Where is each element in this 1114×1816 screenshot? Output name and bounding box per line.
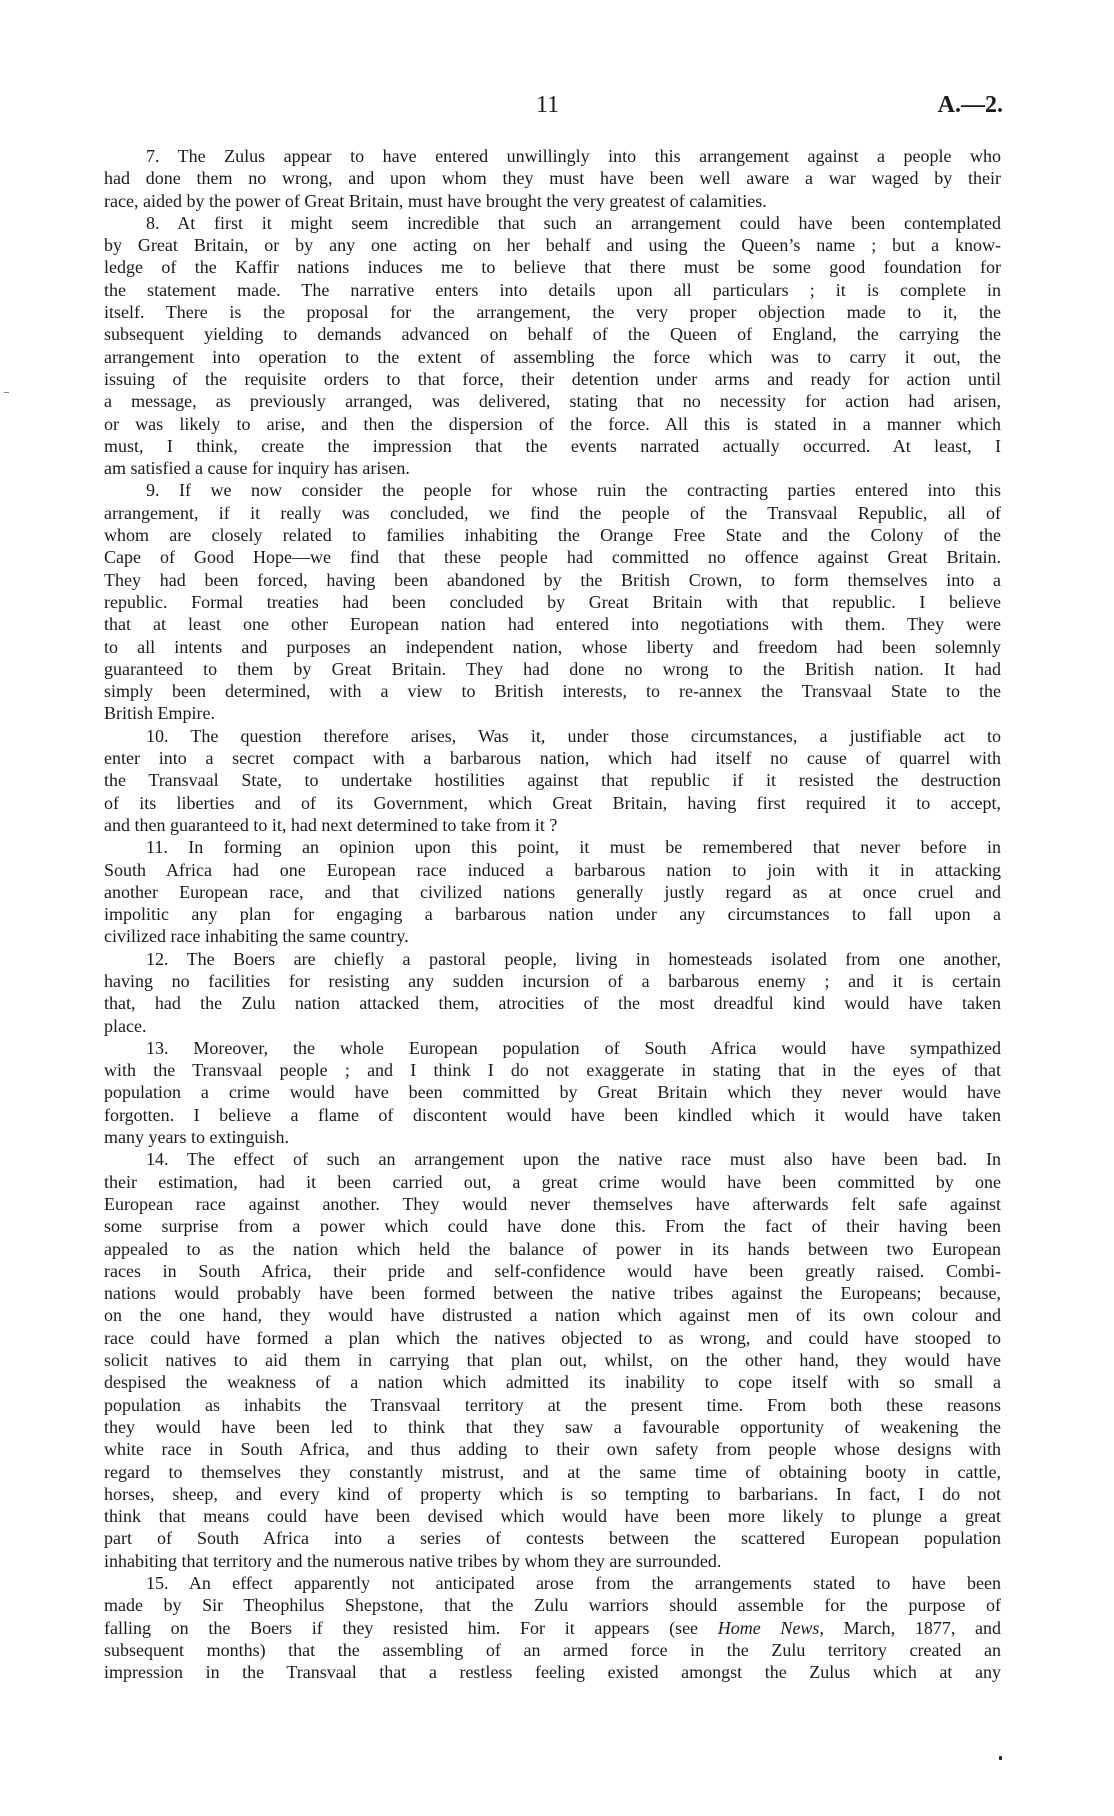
text-line: a message, as previously arranged, was delivered, stating that no necessity for action had arisen, [104,391,1001,412]
text-line: impression in the Transvaal that a restless feeling existed amongst the Zulus which at any [104,1662,1001,1683]
text-line: impolitic any plan for engaging a barbarous nation under any circumstances to fall upon a [104,904,1001,925]
text-line: race could have formed a plan which the natives objected to as wrong, and could have stooped to [104,1327,1001,1348]
text-line: arrangement, if it really was concluded, we find the people of the Transvaal Republic, all of [104,502,1001,523]
text-line: the Transvaal State, to undertake hostilities against that republic if it resisted the destruction [104,770,1001,791]
text-line: subsequent months) that the assembling of an armed force in the Zulu territory created an [104,1639,1001,1660]
text-line: European race against another. They would never themselves have afterwards felt safe against [104,1193,1001,1214]
text-line: nations would probably have been formed between the native tribes against the Europeans; because, [104,1283,1001,1304]
paragraph [104,948,1001,1037]
text-line: despised the weakness of a nation which admitted its inability to cope itself with so small a [104,1372,1001,1393]
text-line: inhabiting that territory and the numerous native tribes by whom they are surrounded. [104,1550,722,1571]
stray-dot-mark [999,1756,1002,1760]
text-line: part of South Africa into a series of contests between the scattered European population [104,1528,1001,1549]
text-line: the statement made. The narrative enters into details upon all particulars ; it is complete in [104,279,1001,300]
margin-mark [4,392,9,393]
text-line: itself. There is the proposal for the arrangement, the very proper objection made to it, the [104,302,1001,323]
text-line: think that means could have been devised which would have been more likely to plunge a great [104,1506,1001,1527]
paragraph [104,1572,1001,1683]
paragraph [104,725,1001,836]
text-line: population as inhabits the Transvaal territory at the present time. From both these reasons [104,1394,1001,1415]
text-line: 13. Moreover, the whole European population of South Africa would have sympathized [146,1037,1001,1058]
paragraph [104,836,1001,947]
text-line [104,1617,1001,1639]
text-line: forgotten. I believe a flame of discontent would have been kindled which it would have taken [104,1104,1001,1125]
text-line: that at least one other European nation had entered into negotiations with them. They were [104,614,1001,635]
text-segment: falling on the Boers if they resisted him. For it appears (see [104,1617,718,1638]
text-segment: , March, 1877, and [819,1617,1001,1638]
text-line: 11. In forming an opinion upon this point, it must be remembered that never before in [146,837,1001,858]
text-line: subsequent yielding to demands advanced on behalf of the Queen of England, the carrying the [104,324,1001,345]
text-line: republic. Formal treaties had been concluded by Great Britain with that republic. I believe [104,591,1001,612]
text-line: they would have been led to think that they saw a favourable opportunity of weakening the [104,1416,1001,1437]
text-line: or was likely to arise, and then the dispersion of the force. All this is stated in a manner which [104,413,1001,434]
paragraph [104,1037,1001,1148]
text-line: on the one hand, they would have distrusted a nation which against men of its own colour and [104,1305,1001,1326]
text-line: arrangement into operation to the extent of assembling the force which was to carry it out, the [104,346,1001,367]
body-text [104,145,1001,1683]
text-line: and then guaranteed to it, had next determined to take from it ? [104,814,558,835]
italic-title: Home News [717,1617,820,1638]
text-line: solicit natives to aid them in carrying that plan out, whilst, on the other hand, they would have [104,1350,1001,1371]
text-line: 12. The Boers are chiefly a pastoral people, living in homesteads isolated from one another, [146,948,1001,969]
text-line: population a crime would have been committed by Great Britain which they never would have [104,1082,1001,1103]
text-line: appealed to as the nation which held the balance of power in its hands between two European [104,1238,1001,1259]
text-line: 8. At first it might seem incredible that such an arrangement could have been contemplated [146,212,1001,233]
document-reference: A.—2. [937,92,1003,118]
paragraph [104,1148,1001,1572]
text-line: races in South Africa, their pride and self-confidence would have been greatly raised. Combi- [104,1260,1001,1281]
text-line: enter into a secret compact with a barbarous nation, which had itself no cause of quarrel with [104,748,1001,769]
text-line: British Empire. [104,703,215,724]
text-line: whom are closely related to families inhabiting the Orange Free State and the Colony of the [104,525,1001,546]
text-line: civilized race inhabiting the same country. [104,926,409,947]
text-line: am satisfied a cause for inquiry has arisen. [104,458,410,479]
text-line: had done them no wrong, and upon whom they must have been well aware a war waged by their [104,168,1001,189]
text-line: must, I think, create the impression that the events narrated actually occurred. At least, I [104,435,1001,456]
text-line: many years to extinguish. [104,1127,289,1148]
text-line: their estimation, had it been carried out, a great crime would have been committed by one [104,1171,1001,1192]
text-line: 9. If we now consider the people for whose ruin the contracting parties entered into this [146,480,1001,501]
text-line: that, had the Zulu nation attacked them, atrocities of the most dreadful kind would have taken [104,993,1001,1014]
text-line: another European race, and that civilized nations generally justly regard as at once cruel and [104,881,1001,902]
text-line: of its liberties and of its Government, which Great Britain, having first required it to accept, [104,792,1001,813]
text-line: to all intents and purposes an independent nation, whose liberty and freedom had been solemnly [104,636,1001,657]
text-line: by Great Britain, or by any one acting on her behalf and using the Queen’s name ; but a know- [104,235,1001,256]
paragraph [104,479,1001,724]
paragraph [104,145,1001,212]
paragraph [104,212,1001,480]
text-line: 15. An effect apparently not anticipated arose from the arrangements stated to have been [146,1573,1001,1593]
text-line: simply been determined, with a view to British interests, to re-annex the Transvaal State to the [104,681,1001,702]
text-line: 14. The effect of such an arrangement upon the native race must also have been bad. In [146,1149,1001,1170]
text-line: some surprise from a power which could have done this. From the fact of their having been [104,1216,1001,1237]
text-line: horses, sheep, and every kind of property which is so tempting to barbarians. In fact, I do not [104,1483,1001,1504]
text-line: with the Transvaal people ; and I think I do not exaggerate in stating that in the eyes of that [104,1060,1001,1081]
text-line: 7. The Zulus appear to have entered unwillingly into this arrangement against a people who [146,146,1001,166]
page-number: 11 [536,92,560,118]
text-line: Cape of Good Hope—we find that these people had committed no offence against Great Britain. [104,547,1001,568]
text-line: They had been forced, having been abandoned by the British Crown, to form themselves into a [104,569,1001,590]
text-line: race, aided by the power of Great Britain, must have brought the very greatest of calamities. [104,190,767,211]
text-line: regard to themselves they constantly mistrust, and at the same time of obtaining booty in cattle, [104,1461,1001,1482]
text-line: having no facilities for resisting any sudden incursion of a barbarous enemy ; and it is certain [104,970,1001,991]
text-line: guaranteed to them by Great Britain. They had done no wrong to the British nation. It had [104,658,1001,679]
text-line: ledge of the Kaffir nations induces me to believe that there must be some good foundation for [104,257,1001,278]
text-line: South Africa had one European race induced a barbarous nation to join with it in attacking [104,859,1001,880]
text-line: place. [104,1015,147,1036]
text-line: white race in South Africa, and thus adding to their own safety from people whose designs with [104,1439,1001,1460]
text-line: made by Sir Theophilus Shepstone, that the Zulu warriors should assemble for the purpose of [104,1595,1001,1616]
text-line: issuing of the requisite orders to that force, their detention under arms and ready for action until [104,368,1001,389]
text-line: 10. The question therefore arises, Was it, under those circumstances, a justifiable act to [146,725,1001,746]
